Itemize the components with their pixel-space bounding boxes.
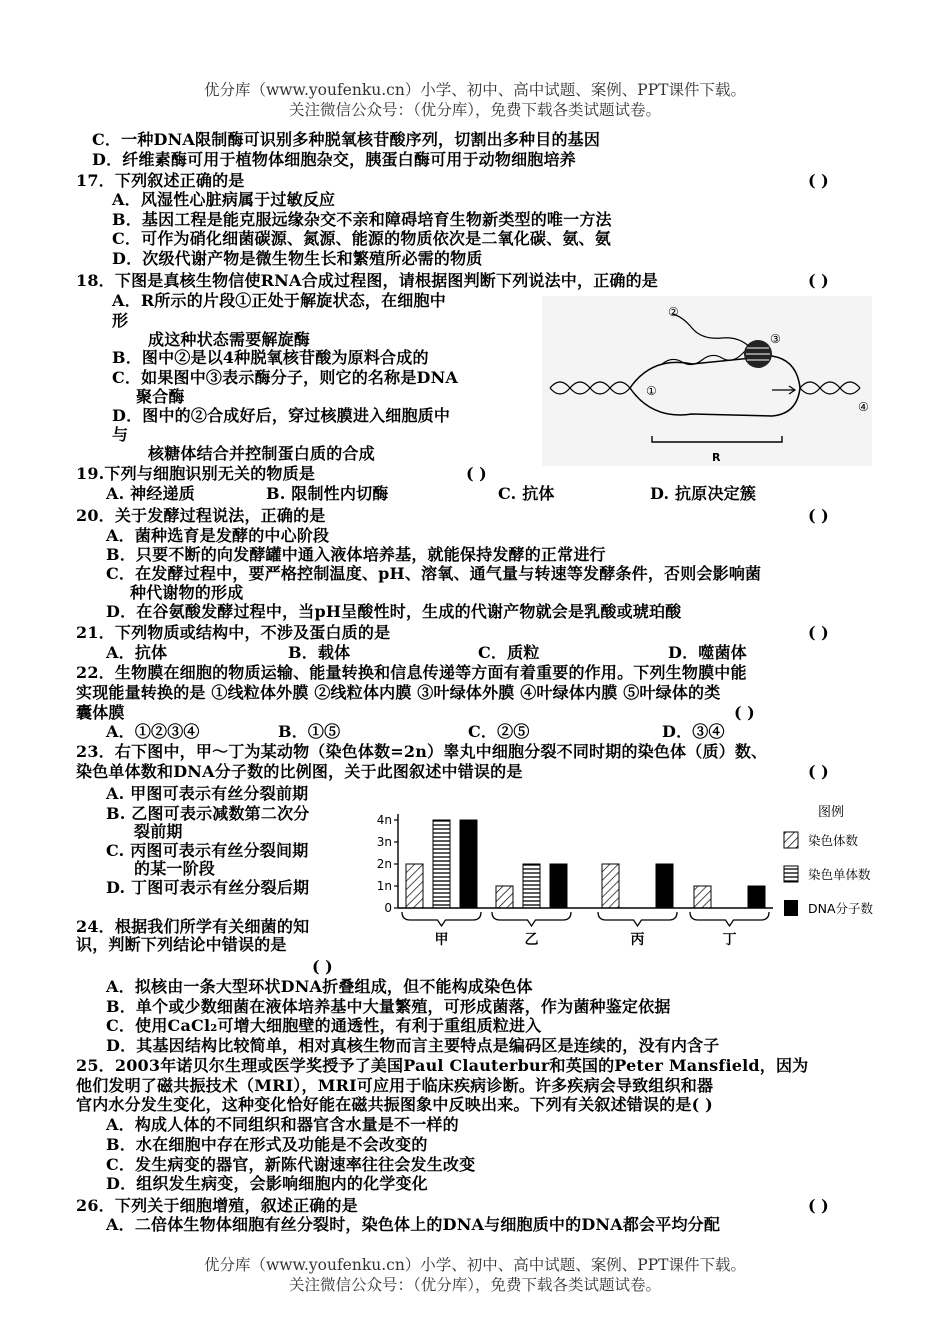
label-3: ③ — [770, 332, 781, 346]
q18-option-d: D．图中的②合成好后，穿过核膜进入细胞质中 — [112, 406, 451, 425]
q21-option-b: B．载体 — [288, 643, 351, 662]
q25-option-b: B．水在细胞中存在形式及功能是不会改变的 — [106, 1135, 428, 1154]
q23-stem: 23．右下图中，甲～丁为某动物（染色体数=2n）睾丸中细胞分裂不同时期的染色体（质）数、 — [76, 742, 768, 761]
q23-stem-2: 染色单体数和DNA分子数的比例图，关于此图叙述中错误的是 — [76, 762, 523, 781]
q22-stem-3: 囊体膜 — [76, 703, 125, 722]
y-tick-label: 0 — [384, 901, 392, 915]
q19-option-b: B. 限制性内切酶 — [266, 484, 389, 503]
footer-line-2: 关注微信公众号：（优分库），免费下载各类试题试卷。 — [288, 1276, 661, 1294]
category-label-乙: 乙 — [524, 932, 539, 948]
legend-label-chromatid: 染色单体数 — [808, 867, 871, 882]
label-4: ④ — [858, 400, 869, 414]
bar-甲-1 — [433, 820, 450, 908]
bar-乙-0 — [496, 886, 513, 908]
q18-option-a-cont: 成这种状态需要解旋酶 — [148, 330, 311, 349]
q23-option-b: B. 乙图可表示减数第二次分 — [106, 804, 310, 823]
legend-label-chromosome: 染色体数 — [808, 833, 859, 848]
q18-option-d-cont: 核糖体结合并控制蛋白质的合成 — [148, 444, 375, 463]
q24-stem: 24．根据我们所学有关细菌的知 — [76, 917, 310, 936]
legend-label-dna: DNA分子数 — [808, 901, 874, 916]
q21-option-c: C．质粒 — [478, 643, 540, 662]
q23-option-c: C. 丙图可表示有丝分裂间期 — [106, 841, 309, 860]
bar-乙-2 — [550, 864, 567, 908]
q24-option-a: A．拟核由一条大型环状DNA折叠组成，但不能构成染色体 — [106, 977, 533, 996]
q22-stem-2: 实现能量转换的是 ①线粒体外膜 ②线粒体内膜 ③叶绿体外膜 ④叶绿体内膜 ⑤叶绿体的类 — [76, 683, 721, 702]
q23-option-a: A. 甲图可表示有丝分裂前期 — [106, 784, 309, 803]
q24-option-b: B．单个或少数细菌在液体培养基中大量繁殖，可形成菌落，作为菌种鉴定依据 — [106, 997, 671, 1016]
bar-丁-2 — [748, 886, 765, 908]
q18-option-b: B．图中②是以4种脱氧核苷酸为原料合成的 — [112, 348, 429, 367]
q22-answer-paren: ( ) — [734, 703, 755, 722]
group-brace — [402, 912, 481, 926]
label-2: ② — [668, 305, 679, 319]
label-R: R — [712, 451, 721, 464]
q23-option-c-cont: 的某一阶段 — [134, 859, 216, 878]
q22-option-b: B．①⑤ — [278, 722, 341, 741]
q20-option-c: C．在发酵过程中，要严格控制温度、pH、溶氧、通气量与转速等发酵条件，否则会影响菌 — [106, 564, 762, 583]
header-line-1: 优分库（www.youfenku.cn）小学、初中、高中试题、案例、PPT课件下载。 — [203, 81, 747, 99]
q22-option-d: D．③④ — [662, 722, 725, 741]
q26-stem: 26．下列关于细胞增殖，叙述正确的是 — [76, 1196, 358, 1215]
q17-option-c: C．可作为硝化细菌碳源、氮源、能源的物质依次是二氧化碳、氨、氨 — [112, 229, 611, 248]
q21-stem: 21．下列物质或结构中，不涉及蛋白质的是 — [76, 623, 391, 642]
q23-option-b-cont: 裂前期 — [134, 822, 183, 841]
bar-甲-0 — [406, 864, 423, 908]
q25-option-a: A．构成人体的不同组织和器官含水量是不一样的 — [106, 1115, 459, 1134]
q23-answer-paren: ( ) — [808, 762, 829, 781]
group-brace — [492, 912, 571, 926]
q20-option-a: A．菌种选育是发酵的中心阶段 — [106, 526, 330, 545]
legend-title: 图例 — [818, 805, 845, 820]
q17-option-d: D．次级代谢产物是微生物生长和繁殖所必需的物质 — [112, 249, 483, 268]
q21-option-a: A．抗体 — [106, 643, 168, 662]
q19-option-c: C. 抗体 — [498, 484, 555, 503]
transcription-diagram — [542, 296, 872, 466]
category-label-丙: 丙 — [630, 932, 645, 948]
q16-option-d: D．纤维素酶可用于植物体细胞杂交，胰蛋白酶可用于动物细胞培养 — [92, 150, 576, 169]
q22-option-a: A．①②③④ — [106, 722, 200, 741]
q26-option-a: A．二倍体生物体细胞有丝分裂时，染色体上的DNA与细胞质中的DNA都会平均分配 — [106, 1215, 721, 1234]
y-tick-label: 2n — [376, 857, 392, 871]
q26-answer-paren: ( ) — [808, 1196, 829, 1215]
q20-stem: 20．关于发酵过程说法，正确的是 — [76, 506, 326, 525]
q17-answer-paren: ( ) — [808, 171, 829, 190]
q18-stem: 18．下图是真核生物信使RNA合成过程图，请根据图判断下列说法中，正确的是 — [76, 271, 659, 290]
label-1: ① — [646, 384, 657, 398]
bar-乙-1 — [523, 864, 540, 908]
q20-option-c-cont: 种代谢物的形成 — [130, 583, 244, 602]
header-line-2: 关注微信公众号：（优分库），免费下载各类试题试卷。 — [288, 101, 661, 119]
q18-answer-paren: ( ) — [808, 271, 829, 290]
q24-option-d: D．其基因结构比较简单，相对真核生物而言主要特点是编码区是连续的，没有内含子 — [106, 1036, 720, 1055]
bar-丙-2 — [656, 864, 673, 908]
y-tick-label: 1n — [376, 879, 392, 893]
legend-swatch-chromosome — [784, 832, 798, 848]
q19-option-a: A. 神经递质 — [106, 484, 195, 503]
q24-option-c: C．使用CaCl₂可增大细胞壁的通透性，有利于重组质粒进入 — [106, 1016, 542, 1035]
q20-option-d: D．在谷氨酸发酵过程中，当pH呈酸性时，生成的代谢产物就会是乳酸或琥珀酸 — [106, 602, 682, 621]
chromosome-ratio-chart — [368, 800, 890, 950]
legend-swatch-chromatid — [784, 866, 798, 882]
q17-stem: 17．下列叙述正确的是 — [76, 171, 245, 190]
q21-option-d: D．噬菌体 — [668, 643, 747, 662]
q25-stem-2: 他们发明了磁共振技术（MRI），MRI可应用于临床疾病诊断。许多疾病会导致组织和器 — [76, 1076, 714, 1095]
q17-option-b: B．基因工程是能克服远缘杂交不亲和障碍培育生物新类型的唯一方法 — [112, 210, 612, 229]
bar-丁-0 — [694, 886, 711, 908]
group-brace — [690, 912, 769, 926]
q17-option-a: A．风湿性心脏病属于过敏反应 — [112, 190, 336, 209]
q19-option-d: D. 抗原决定簇 — [650, 484, 757, 503]
q18-option-c-cont: 聚合酶 — [136, 387, 185, 406]
q25-stem-3: 官内水分发生变化，这种变化恰好能在磁共振图象中反映出来。下列有关叙述错误的是( ) — [76, 1095, 713, 1114]
bar-甲-2 — [460, 820, 477, 908]
category-label-丁: 丁 — [722, 932, 737, 948]
q25-option-c: C．发生病变的器官，新陈代谢速率往往会发生改变 — [106, 1155, 476, 1174]
category-label-甲: 甲 — [434, 932, 449, 948]
q25-stem: 25．2003年诺贝尔生理或医学奖授予了美国Paul Clauterbur和英国的Peter Mansfield，因为 — [76, 1056, 809, 1075]
q18-option-a-wrap: 形 — [112, 311, 129, 330]
q21-answer-paren: ( ) — [808, 623, 829, 642]
q22-stem: 22．生物膜在细胞的物质运输、能量转换和信息传递等方面有着重要的作用。下列生物膜中能 — [76, 663, 747, 682]
q18-option-d-wrap: 与 — [112, 425, 129, 444]
y-tick-label: 3n — [376, 835, 392, 849]
q24-stem-2: 识，判断下列结论中错误的是 — [76, 935, 287, 954]
q19-stem: 19.下列与细胞识别无关的物质是 — [76, 464, 316, 483]
group-brace — [598, 912, 677, 926]
q19-answer-paren: ( ) — [466, 464, 487, 483]
bar-丙-0 — [602, 864, 619, 908]
q20-answer-paren: ( ) — [808, 506, 829, 525]
q23-option-d: D. 丁图可表示有丝分裂后期 — [106, 878, 310, 897]
q25-option-d: D．组织发生病变，会影响细胞内的化学变化 — [106, 1174, 428, 1193]
q18-option-c: C．如果图中③表示酶分子，则它的名称是DNA — [112, 368, 459, 387]
q22-option-c: C．②⑤ — [468, 722, 530, 741]
q20-option-b: B．只要不断的向发酵罐中通入液体培养基，就能保持发酵的正常进行 — [106, 545, 606, 564]
legend-swatch-dna — [784, 900, 798, 916]
y-tick-label: 4n — [376, 813, 392, 827]
q18-option-a: A．R所示的片段①正处于解旋状态，在细胞中 — [112, 291, 446, 310]
footer-line-1: 优分库（www.youfenku.cn）小学、初中、高中试题、案例、PPT课件下载。 — [203, 1256, 747, 1274]
q24-answer-paren: ( ) — [312, 957, 333, 976]
q16-option-c: C．一种DNA限制酶可识别多种脱氧核苷酸序列，切割出多种目的基因 — [92, 130, 601, 149]
